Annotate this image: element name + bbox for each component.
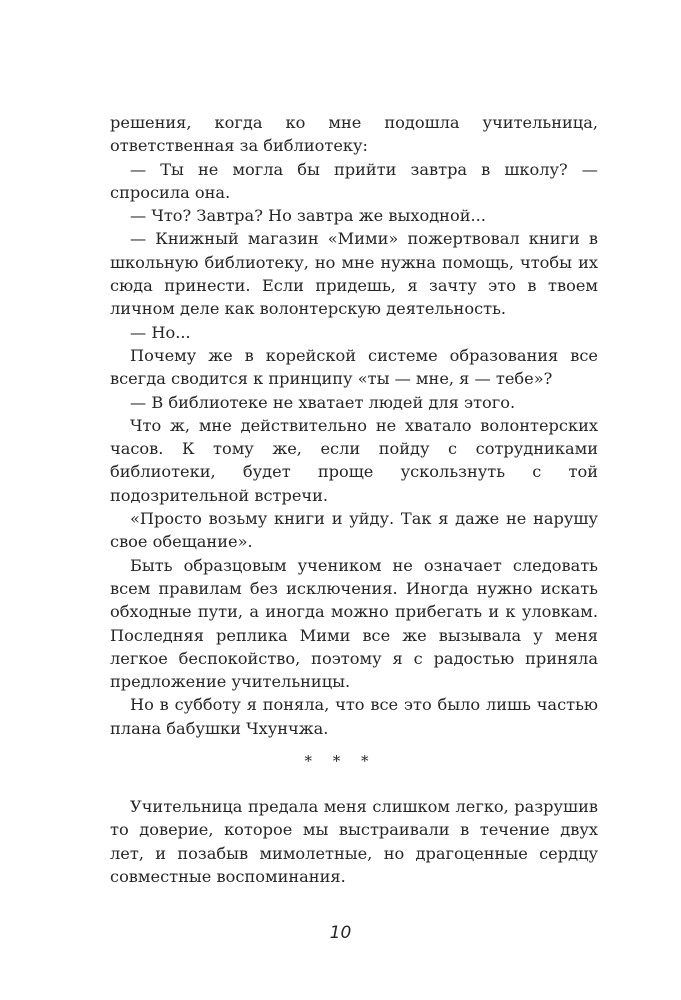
paragraph: «Просто возьму книги и уйду. Так я даже не нарушу свое обещание». [110, 509, 598, 552]
paragraph: Но в субботу я поняла, что все это было лишь частью плана бабушки Чхунчжа. [110, 695, 598, 738]
paragraph: — Что? Завтра? Но завтра же выходной... [130, 206, 486, 226]
paragraph: Быть образцовым учеником не означает следовать всем правилам без исключения. Иногда нужно искать обходные пути, а иногда можно прибегать и к уловкам. Последняя реплика Мими все же вызывала у меня легкое беспокойство, поэтому я с радостью приняла предложение учительницы. [110, 555, 598, 692]
paragraph: Что ж, мне действительно не хватало волонтерских часов. К тому же, если пойду с сотрудниками библиотеки, будет проще ускользнуть с той подозрительной встречи. [110, 415, 598, 505]
paragraph: Учительница предала меня слишком легко, разрушив то доверие, которое мы выстраивали в течение двух лет, и позабыв мимолетные, но драгоценные сердцу совместные воспоминания. [110, 797, 598, 886]
paragraph: — Но... [130, 322, 191, 342]
paragraph: — Книжный магазин «Мими» пожертвовал книги в школьную библиотеку, но мне нужна помощь, чтобы их сюда принести. Если придешь, я зачту это в твоем личном деле как волонтерскую деятельность. [110, 229, 598, 319]
paragraph: — В библиотеке не хватает людей для этого. [130, 392, 516, 412]
paragraph: — Ты не могла бы прийти завтра в школу? — спросила она. [110, 159, 598, 202]
main-text [110, 111, 598, 740]
paragraph: решения, когда ко мне подошла учительница, ответственная за библиотеку: [110, 113, 598, 156]
page-number: 10 [329, 923, 352, 943]
section-separator: * * * [304, 752, 377, 770]
section-text [110, 795, 598, 888]
paragraph: Почему же в корейской системе образования все всегда сводится к принципу «ты — мне, я — тебе»? [110, 345, 598, 389]
